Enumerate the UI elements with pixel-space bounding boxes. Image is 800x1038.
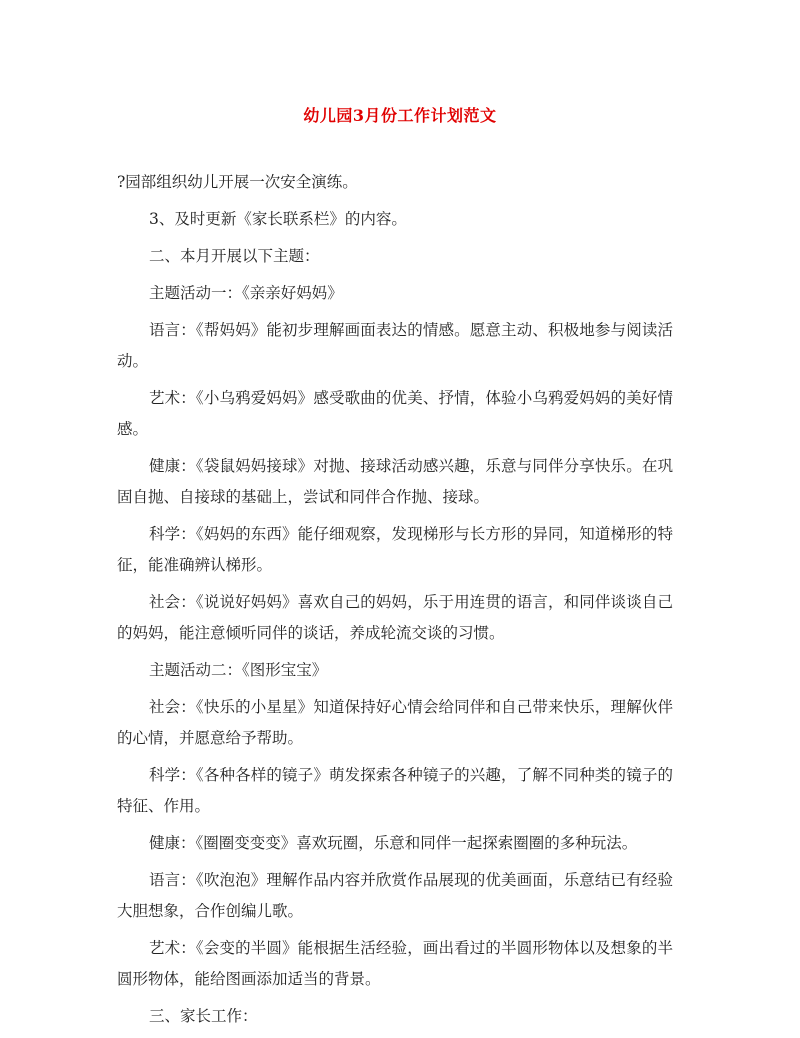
paragraph: 艺术：《会变的半圆》能根据生活经验，画出看过的半圆形物体以及想象的半圆形物体，能给图画添加适当的背景。 <box>117 939 673 988</box>
paragraph: 艺术：《小乌鸦爱妈妈》感受歌曲的优美、抒情，体验小乌鸦爱妈妈的美好情感。 <box>117 389 673 438</box>
document-title: 幼儿园3月份工作计划范文 <box>303 106 497 125</box>
paragraph: ?园部组织幼儿开展一次安全演练。 <box>117 173 358 191</box>
paragraph: 健康：《袋鼠妈妈接球》对抛、接球活动感兴趣，乐意与同伴分享快乐。在巩固自抛、自接球的基础上，尝试和同伴合作抛、接球。 <box>117 457 673 506</box>
theme-heading: 主题活动一：《亲亲好妈妈》 <box>149 284 343 302</box>
paragraph: 3、及时更新《家长联系栏》的内容。 <box>149 210 407 228</box>
section-heading: 三、家长工作： <box>149 1007 258 1025</box>
paragraph: 社会：《快乐的小星星》知道保持好心情会给同伴和自己带来快乐，理解伙伴的心情，并愿意给予帮助。 <box>117 698 673 747</box>
paragraph: 语言：《帮妈妈》能初步理解画面表达的情感。愿意主动、积极地参与阅读活动。 <box>117 321 673 370</box>
theme-heading: 主题活动二：《图形宝宝》 <box>149 661 328 679</box>
paragraph: 科学：《各种各样的镜子》萌发探索各种镜子的兴趣，了解不同种类的镜子的特征、作用。 <box>117 766 673 815</box>
section-heading: 二、本月开展以下主题： <box>149 247 320 265</box>
paragraph: 社会：《说说好妈妈》喜欢自己的妈妈，乐于用连贯的语言，和同伴谈谈自己的妈妈，能注意倾听同伴的谈话，养成轮流交谈的习惯。 <box>117 593 673 642</box>
paragraph: 语言：《吹泡泡》理解作品内容并欣赏作品展现的优美画面，乐意结已有经验大胆想象，合作创编儿歌。 <box>117 871 673 920</box>
document-body <box>117 167 673 1038</box>
paragraph: 科学：《妈妈的东西》能仔细观察，发现梯形与长方形的异同，知道梯形的特征，能准确辨认梯形。 <box>117 525 673 574</box>
paragraph: 健康：《圈圈变变变》喜欢玩圈，乐意和同伴一起探索圈圈的多种玩法。 <box>149 834 638 852</box>
